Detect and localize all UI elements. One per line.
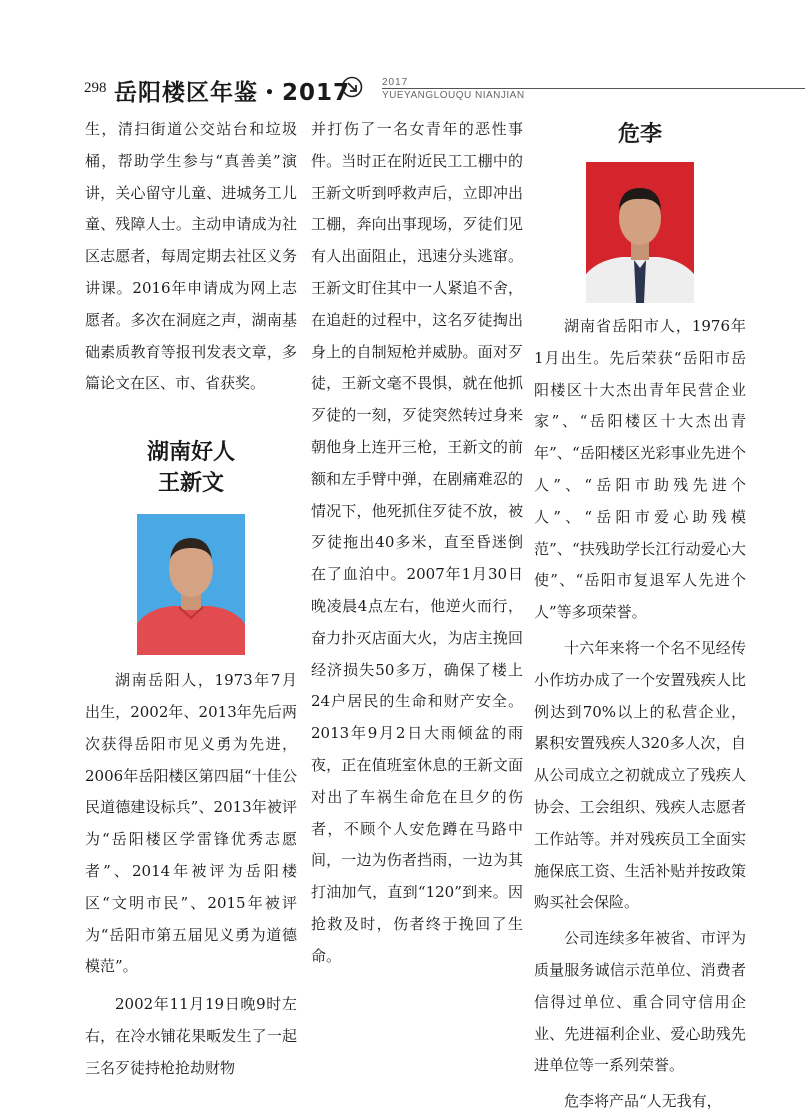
page-number: 298	[84, 80, 107, 96]
col1-paragraph-bio: 湖南岳阳人，1973年7月出生，2002年、2013年先后两次获得岳阳市见义勇为先进，2006年岳阳楼区第四届“十佳公民道德建设标兵”、2013年被评为“岳阳楼区学雷锋优秀志愿者”、2014年被评为岳阳楼区“文明市民”、2015年被评为“岳阳市第五届见义勇为道德模范”。	[85, 671, 297, 976]
portrait-icon	[137, 514, 245, 655]
header-year: 2017	[382, 77, 409, 88]
column-3	[534, 114, 746, 1118]
wangxinwen-heading	[85, 438, 297, 500]
portrait-icon	[586, 162, 694, 303]
col3-paragraph-bio: 湖南省岳阳市人，1976年1月出生。先后荣获“岳阳市岳阳楼区十大杰出青年民营企业家”、“岳阳楼区十大杰出青年”、“岳阳楼区光彩事业先进个人”、“岳阳市助残先进个人”、“岳阳市爱心助残模范”、“扶残助学长江行动爱心大使”、“岳阳市复退军人先进个人”等多项荣誉。	[534, 317, 746, 622]
weili-photo-wrap	[534, 162, 746, 303]
person-name-weili: 危李	[617, 122, 662, 147]
col3-paragraph-end: 危李将产品“人无我有，	[564, 1092, 722, 1111]
page-header	[0, 0, 805, 110]
person-name-wangxinwen: 王新文	[157, 471, 224, 497]
book-title: 岳阳楼区年鉴・2017	[114, 80, 351, 106]
circle-arrow-icon	[341, 76, 363, 98]
col1-paragraph-event: 2002年11月19日晚9时左右，在冷水铺花果畈发生了一起三名歹徒持枪抢劫财物	[85, 995, 297, 1077]
col3-paragraph-company: 十六年来将一个名不见经传小作坊办成了一个安置残疾人比例达到70%以上的私营企业，累积安置残疾人320多人次，自从公司成立之初就成立了残疾人协会、工会组织、残疾人志愿者工作站等。并对残疾员工全面实施保底工资、生活补贴并按政策购买社会保险。	[534, 638, 746, 912]
header-rule	[382, 88, 805, 89]
col2-paragraph: 并打伤了一名女青年的恶性事件。当时正在附近民工工棚中的王新文听到呼救声后，立即冲出工棚，奔向出事现场，歹徒们见有人出面阻止，迅速分头逃窜。王新文盯住其中一人紧追不舍，在追赶的过程中，这名歹徒掏出身上的自制短枪并威胁。面对歹徒，王新文毫不畏惧，就在他抓歹徒的一刻，歹徒突然转过身来朝他身上连开三枪，王新文的前额和左手臂中弹，在剧痛难忍的情况下，他死抓住歹徒不放，被歹徒拖出40多米，直至昏迷倒在了血泊中。2007年1月30日晚凌晨4点左右，他逆火而行，奋力扑灭店面大火，为店主挽回经济损失50多万，确保了楼上24户居民的生命和财产安全。2013年9月2日大雨倾盆的雨夜，正在值班室休息的王新文面对出了车祸生命危在旦夕的伤者，不顾个人安危蹲在马路中间，一边为伤者挡雨，一边为其打油加气，直到“120”到来。因抢救及时，伤者终于挽回了生命。	[311, 120, 523, 965]
col3-paragraph-honors: 公司连续多年被省、市评为质量服务诚信示范单位、消费者信得过单位、重合同守信用企业、先进福利企业、爱心助残先进单位等一系列荣誉。	[534, 929, 746, 1075]
header-pinyin: YUEYANGLOUQU NIANJIAN	[382, 90, 525, 101]
column-2	[311, 114, 523, 973]
wangxinwen-photo	[137, 514, 245, 655]
wangxinwen-photo-wrap	[85, 514, 297, 655]
col1-paragraph-top: 生，清扫街道公交站台和垃圾桶，帮助学生参与“真善美”演讲，关心留守儿童、进城务工儿童、残障人士。主动申请成为社区志愿者，每周定期去社区义务讲课。2016年申请成为网上志愿者。多次在洞庭之声，湖南基础素质教育等报刊发表文章，多篇论文在区、市、省获奖。	[85, 120, 297, 393]
section-title: 湖南好人	[146, 440, 235, 466]
weili-photo	[586, 162, 694, 303]
column-1	[85, 114, 297, 1085]
